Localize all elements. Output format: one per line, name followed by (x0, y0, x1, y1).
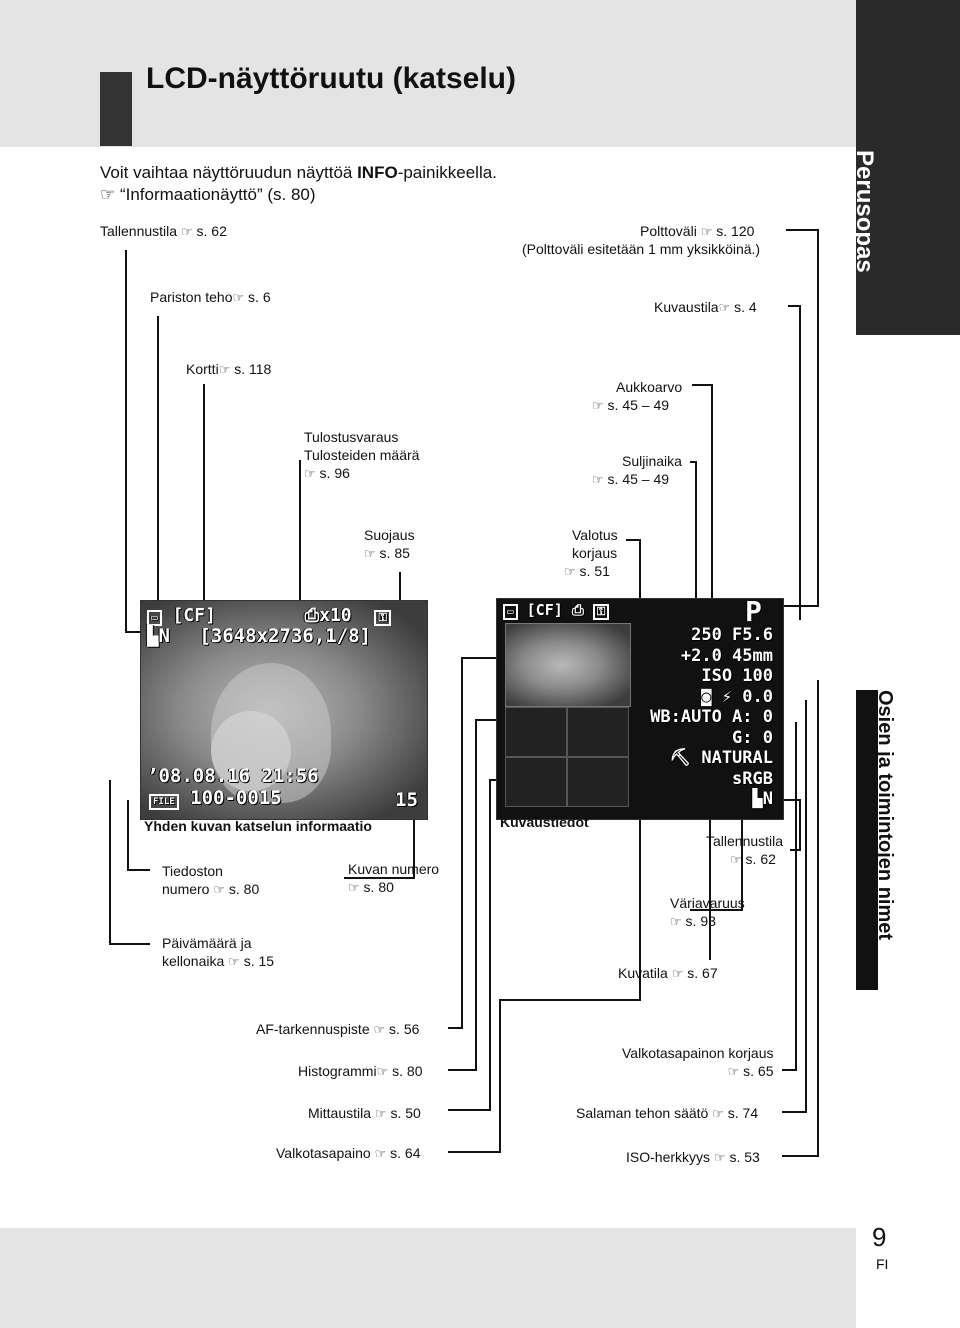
histogram-2 (567, 707, 629, 757)
picture-mode: ⛏ NATURAL (669, 748, 773, 768)
label-shooting-mode: Kuvaustila☞ s. 4 (654, 299, 757, 315)
label-frame-number: Kuvan numero ☞ s. 80 (348, 861, 440, 895)
intro-text (100, 162, 497, 206)
iso-value: ISO 100 (701, 666, 773, 686)
label-shutter-speed: Suljinaika ☞ s. 45 – 49 (592, 453, 682, 487)
label-recording-mode-top: Tallennustila ☞ s. 62 (100, 223, 227, 239)
protect-icon-2: ⚿ (593, 604, 609, 620)
flash-icon: ⚡ (721, 686, 733, 707)
picture-mode-icon: ⛏ (669, 748, 692, 768)
label-file-number: Tiedoston numero ☞ s. 80 (162, 863, 260, 897)
white-balance: WB:AUTO A: 0 (650, 707, 773, 727)
side-tab-parts-label: Osien ja toimintojen nimet (874, 690, 896, 941)
intro-line-1: Voit vaihtaa näyttöruudun näyttöä INFO-painikkeella. (100, 163, 497, 182)
print-icon: ⎙ (304, 605, 320, 626)
label-wb-compensation: Valkotasapainon korjaus ☞ s. 65 (622, 1045, 774, 1079)
caption-shooting-info: Kuvaustiedot (500, 814, 589, 830)
histogram-4 (567, 757, 629, 807)
battery-icon-2: ▭ (503, 604, 518, 620)
quality-row: ▙N (752, 789, 773, 809)
page-title: LCD-näyttöruutu (katselu) (146, 62, 516, 95)
reference-icon: ☞ (100, 185, 116, 204)
quality-icon-2: ▙ (752, 789, 763, 809)
file-number: 100-0015 (190, 787, 282, 809)
shooting-mode: P (745, 598, 762, 628)
card-indicator-2: [CF] (526, 601, 563, 619)
quality-icon: ▙ (147, 625, 159, 647)
print-count: x10 (319, 605, 352, 626)
print-icon-2: ⎙ (571, 601, 584, 619)
shutter-aperture: 250 F5.6 (691, 625, 773, 645)
footer-band (0, 1228, 856, 1328)
title-marker (100, 72, 132, 146)
lcd1-top-row (147, 605, 391, 626)
frame-number: 15 (395, 789, 418, 811)
label-white-balance: Valkotasapaino ☞ s. 64 (276, 1145, 421, 1161)
color-space: sRGB (732, 768, 773, 789)
label-flash-control: Salaman tehon säätö ☞ s. 74 (576, 1105, 759, 1121)
label-metering: Mittaustila ☞ s. 50 (308, 1105, 421, 1121)
page-language: FI (876, 1256, 889, 1272)
metering-icon: ◙ (701, 686, 712, 707)
protect-icon: ⚿ (374, 610, 390, 626)
histogram-3 (505, 757, 567, 807)
flash-row: ◙ ⚡ 0.0 (701, 686, 773, 707)
intro-line-2: ☞ “Informaationäyttö” (s. 80) (100, 185, 316, 204)
white-balance-g: G: 0 (732, 727, 773, 748)
date-time: ’08.08.16 21:56 (147, 765, 319, 787)
side-tab-basic-label: Perusopas (851, 150, 878, 273)
lcd2-top-row (503, 601, 609, 620)
file-row (149, 787, 282, 810)
label-color-space: Väriavaruus ☞ s. 93 (670, 895, 745, 929)
thumbnail (505, 623, 631, 707)
shooting-info-list (650, 625, 773, 810)
resolution: [3648x2736,1/8] (199, 625, 371, 647)
label-focal-length: Polttoväli ☞ s. 120 (640, 223, 755, 239)
compensation-focal: +2.0 45mm (680, 645, 773, 666)
lcd-screen-single (140, 600, 428, 820)
card-indicator: [CF] (172, 605, 216, 626)
label-iso: ISO-herkkyys ☞ s. 53 (626, 1149, 760, 1165)
label-battery: Pariston teho☞ s. 6 (150, 289, 271, 305)
label-recording-mode-right: Tallennustila ☞ s. 62 (706, 833, 784, 867)
histogram-1 (505, 707, 567, 757)
label-card: Kortti☞ s. 118 (186, 361, 272, 377)
caption-single-image: Yhden kuvan katselun informaatio (144, 818, 372, 834)
label-picture-mode: Kuvatila ☞ s. 67 (618, 965, 718, 981)
file-icon: FILE (149, 794, 179, 810)
label-af-point: AF-tarkennuspiste ☞ s. 56 (256, 1021, 420, 1037)
lcd-screen-shooting-info (496, 598, 784, 820)
battery-icon: ▭ (147, 610, 162, 626)
lcd1-second-row: ▙N [3648x2736,1/8] (147, 625, 371, 647)
label-aperture: Aukkoarvo ☞ s. 45 – 49 (592, 379, 683, 413)
label-date-time: Päivämäärä ja kellonaika ☞ s. 15 (162, 935, 275, 969)
label-focal-length-note: (Polttoväli esitetään 1 mm yksikköinä.) (522, 241, 761, 257)
label-protect: Suojaus ☞ s. 85 (364, 527, 415, 561)
label-exposure-compensation: Valotus korjaus ☞ s. 51 (564, 527, 618, 579)
info-key: INFO (357, 163, 398, 182)
label-print-reservation: Tulostusvaraus Tulosteiden määrä ☞ s. 96 (304, 429, 420, 481)
page-number: 9 (872, 1222, 887, 1252)
label-histogram: Histogrammi☞ s. 80 (298, 1063, 423, 1079)
